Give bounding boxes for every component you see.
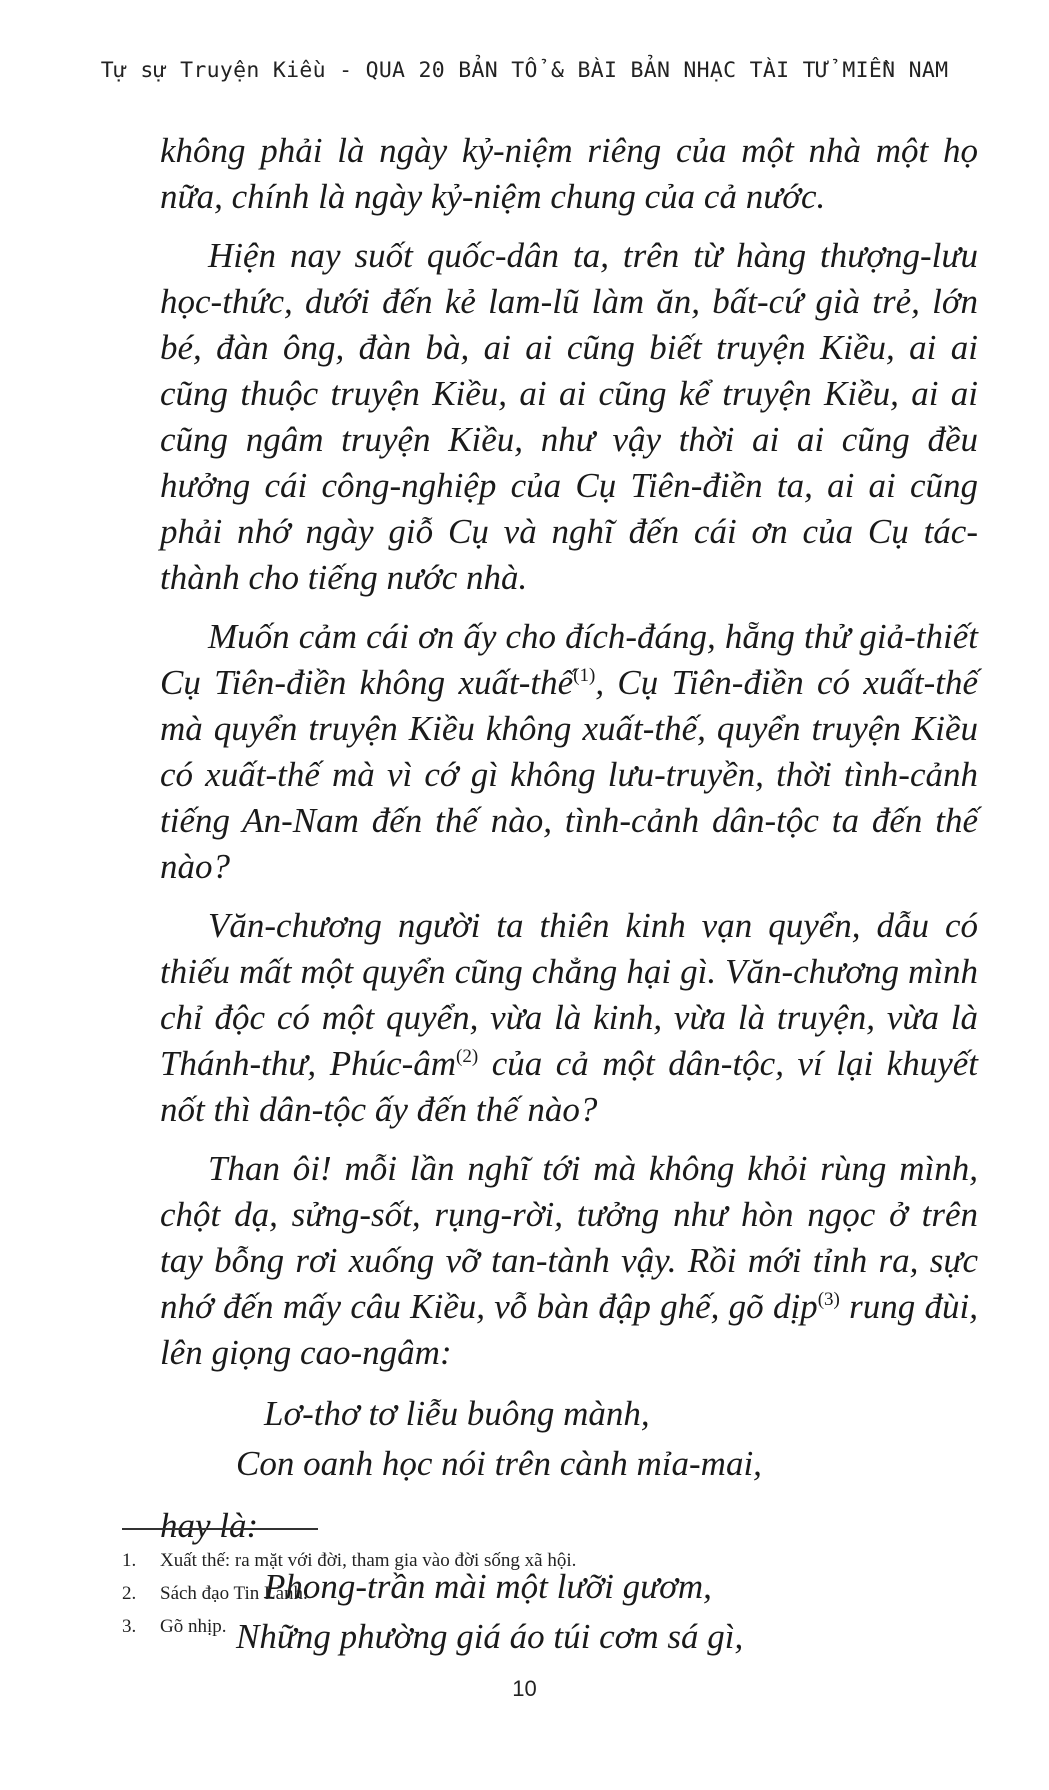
footnote-3 — [122, 1610, 982, 1643]
footnote-ref-3[interactable]: (3) — [817, 1289, 840, 1310]
footnote-3-number: 3. — [122, 1616, 137, 1637]
footnote-ref-1[interactable]: (1) — [573, 665, 596, 686]
footnote-2-text: Sách đạo Tin Lành. — [160, 1583, 308, 1604]
verse-2-line-2: Những phường giá áo túi cơm sá gì, — [236, 1617, 744, 1656]
footnote-1-number: 1. — [122, 1550, 137, 1571]
page-number: 10 — [512, 1676, 537, 1701]
paragraph-1: không phải là ngày kỷ-niệm riêng của một nhà một họ nữa, chính là ngày kỷ-niệm chung của cả nước. — [160, 131, 978, 216]
paragraph-3 — [160, 614, 978, 890]
paragraph-2: Hiện nay suốt quốc-dân ta, trên từ hàng thượng-lưu học-thức, dưới đến kẻ lam-lũ làm ăn, bất-cứ già trẻ, lớn bé, đàn ông, đàn bà, ai ai cũng biết truyện Kiều, ai ai cũng thuộc truyện Kiều, ai ai cũng kể truyện Kiều, ai ai cũng ngâm truyện Kiều, như vậy thời ai ai cũng đều hưởng cái công-nghiệp của Cụ Tiên-điền ta, ai ai cũng phải nhớ ngày giỗ Cụ và nghĩ đến cái ơn của Cụ tác-thành cho tiếng nước nhà. — [160, 236, 978, 597]
verse-2-line-1: Phong-trần mài một lưỡi gươm, — [264, 1567, 712, 1606]
page-body — [160, 128, 978, 1676]
paragraph-5-text-b: rung đùi, lên giọng cao-ngâm: — [160, 1287, 978, 1372]
running-header: Tự sự Truyện Kiều - QUA 20 BẢN TỔ & BÀI BẢN NHẠC TÀI TỬ MIỀN NAM — [100, 58, 949, 83]
footnote-1-text: Xuất thế: ra mặt với đời, tham gia vào đời sống xã hội. — [160, 1550, 577, 1571]
footnote-1 — [122, 1544, 982, 1577]
verse-connector: hay là: — [160, 1506, 259, 1545]
paragraph-4-text-a: Văn-chương người ta thiên kinh vạn quyển, dẫu có thiếu mất một quyển cũng chẳng hại gì. Văn-chương mình chỉ độc có một quyển, vừa là kinh, vừa là truyện, vừa là Thánh-thư, Phúc-âm — [160, 906, 978, 1083]
paragraph-4 — [160, 903, 978, 1133]
paragraph-4-text-b: của cả một dân-tộc, ví lại khuyết nốt thì dân-tộc ấy đến thế nào? — [160, 1044, 978, 1129]
footnote-2 — [122, 1577, 982, 1610]
verse-1 — [160, 1389, 978, 1489]
paragraph-3-text-a: Muốn cảm cái ơn ấy cho đích-đáng, hẵng thử giả-thiết Cụ Tiên-điền không xuất-thế — [160, 617, 978, 702]
footnote-divider — [122, 1528, 318, 1530]
footnote-ref-2[interactable]: (2) — [456, 1046, 479, 1067]
verse-1-line-2: Con oanh học nói trên cành mỉa-mai, — [236, 1444, 762, 1483]
paragraph-5-text-a: Than ôi! mỗi lần nghĩ tới mà không khỏi rùng mình, chột dạ, sửng-sốt, rụng-rời, tưởng như hòn ngọc ở trên tay bỗng rơi xuống vỡ tan-tành vậy. Rồi mới tỉnh ra, sực nhớ đến mấy câu Kiều, vỗ bàn đập ghế, gõ dịp — [160, 1149, 978, 1326]
footnote-3-text: Gõ nhịp. — [160, 1616, 227, 1637]
verse-1-line-1: Lơ-thơ tơ liễu buông mành, — [264, 1394, 650, 1433]
paragraph-3-text-b: , Cụ Tiên-điền có xuất-thế mà quyển truyện Kiều không xuất-thế, quyển truyện Kiều có xuất-thế mà vì cớ gì không lưu-truyền, thời tình-cảnh tiếng An-Nam đến thế nào, tình-cảnh dân-tộc ta đến thế nào? — [160, 663, 979, 886]
footnote-2-number: 2. — [122, 1583, 137, 1604]
footnotes — [122, 1544, 982, 1643]
paragraph-5 — [160, 1146, 978, 1376]
